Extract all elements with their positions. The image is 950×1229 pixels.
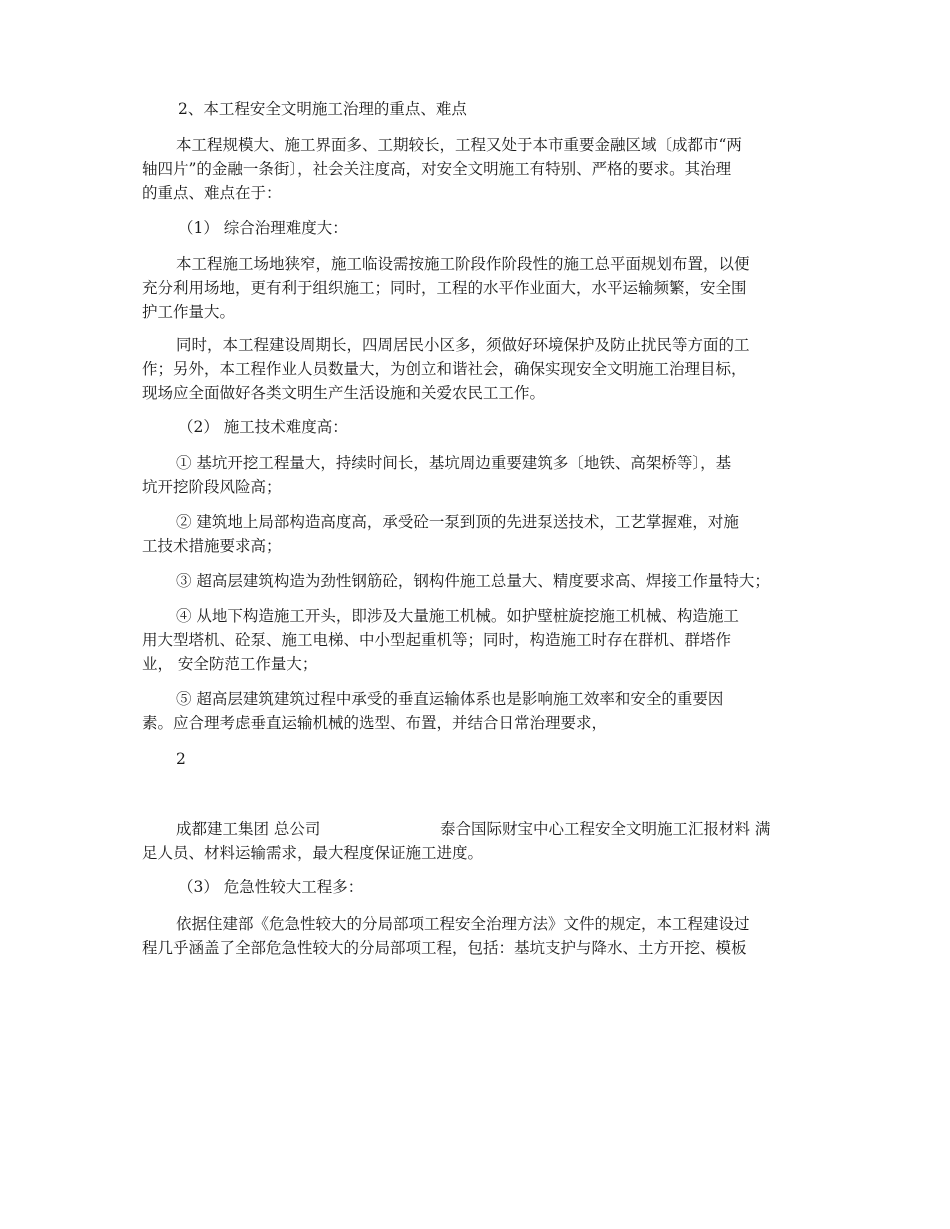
point2-line-2: 工技术措施要求高； bbox=[142, 537, 282, 555]
item1-p1-line-2: 充分利用场地，更有利于组织施工；同时，工程的水平作业面大，水平运输频繁，安全围 bbox=[142, 279, 747, 297]
item3-p1-line-2: 程几乎涵盖了全部危急性较大的分局部项工程，包括：基坑支护与降水、土方开挖、模板 bbox=[142, 939, 747, 957]
item1-p2-line-2: 作；另外，本工程作业人员数量大，为创立和谐社会，确保实现安全文明施工治理目标， bbox=[142, 360, 747, 378]
item1-p1-line-1: 本工程施工场地狭窄，施工临设需按施工阶段作阶段性的施工总平面规划布置，以便 bbox=[176, 255, 750, 273]
section-heading: 2、本工程安全文明施工治理的重点、难点 bbox=[178, 100, 467, 118]
point4-line-1: ④ 从地下构造施工开头，即涉及大量施工机械。如护壁桩旋挖施工机械、构造施工 bbox=[176, 607, 739, 625]
point2-line-1: ② 建筑地上局部构造高度高，承受砼一泵到顶的先进泵送技术，工艺掌握难，对施 bbox=[176, 513, 739, 531]
intro-line-3: 的重点、难点在于： bbox=[142, 184, 282, 202]
point5-line-1: ⑤ 超高层建筑建筑过程中承受的垂直运输体系也是影响施工效率和安全的重要因 bbox=[176, 690, 724, 708]
point4-line-2: 用大型塔机、砼泵、施工电梯、中小型起重机等；同时，构造施工时存在群机、群塔作 bbox=[142, 631, 732, 649]
footer-title: 泰合国际财宝中心工程安全文明施工汇报材料 满 bbox=[440, 820, 771, 838]
item3-p1-line-1: 依据住建部《危急性较大的分局部项工程安全治理方法》文件的规定，本工程建设过 bbox=[176, 915, 750, 933]
item1-title: （1） 综合治理难度大： bbox=[178, 219, 348, 237]
point3-line-1: ③ 超高层建筑构造为劲性钢筋砼，钢构件施工总量大、精度要求高、焊接工作量特大； bbox=[176, 572, 770, 590]
item1-p2-line-3: 现场应全面做好各类文明生产生活设施和关爱农民工工作。 bbox=[142, 384, 546, 402]
point1-line-2: 坑开挖阶段风险高； bbox=[142, 478, 282, 496]
item1-p2-line-1: 同时，本工程建设周期长，四周居民小区多，须做好环境保护及防止扰民等方面的工 bbox=[176, 336, 750, 354]
item1-p1-line-3: 护工作量大。 bbox=[142, 303, 236, 321]
item2-title: （2） 施工技术难度高： bbox=[178, 418, 348, 436]
page-number: 2 bbox=[176, 750, 186, 768]
point5-line-2: 素。应合理考虑垂直运输机械的选型、布置，并结合日常治理要求， bbox=[142, 714, 608, 732]
intro-line-2: 轴四片”的金融一条街〕，社会关注度高，对安全文明施工有特别、严格的要求。其治理 bbox=[142, 160, 732, 178]
intro-line-1: 本工程规模大、施工界面多、工期较长，工程又处于本市重要金融区域〔成都市“两 bbox=[176, 136, 742, 154]
point1-line-1: ① 基坑开挖工程量大，持续时间长，基坑周边重要建筑多〔地铁、高架桥等〕，基 bbox=[176, 454, 732, 472]
item3-title: （3） 危急性较大工程多： bbox=[178, 878, 364, 896]
footer-company: 成都建工集团 总公司 bbox=[176, 820, 321, 838]
continuation-line: 足人员、材料运输需求，最大程度保证施工进度。 bbox=[142, 844, 484, 862]
point4-line-3: 业， 安全防范工作量大； bbox=[142, 655, 318, 673]
